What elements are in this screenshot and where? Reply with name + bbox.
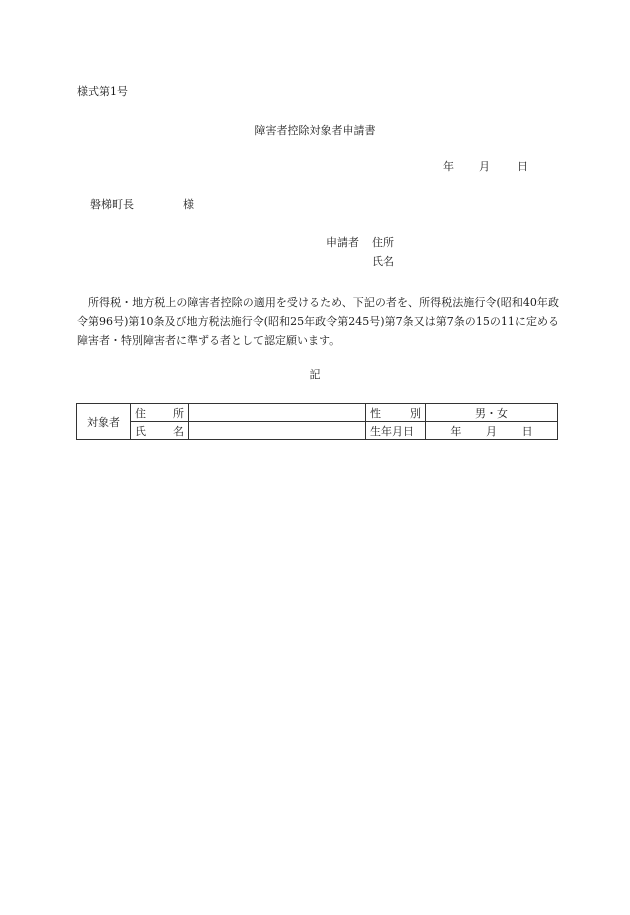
birth-value-cell[interactable] bbox=[426, 422, 558, 440]
addressee-name: 磐梯町長 bbox=[90, 198, 134, 211]
sex-label-char-2: 別 bbox=[410, 406, 421, 420]
date-year: 年 bbox=[443, 160, 454, 173]
applicant-name-label: 氏名 bbox=[372, 255, 394, 268]
form-number: 様式第1号 bbox=[77, 85, 128, 98]
sex-label-char-1: 性 bbox=[370, 406, 381, 420]
applicant-address-label: 住所 bbox=[372, 236, 394, 249]
address-value-cell[interactable] bbox=[189, 404, 366, 422]
date-month: 月 bbox=[479, 160, 490, 173]
applicant-label: 申請者 bbox=[326, 236, 359, 249]
birth-day: 日 bbox=[521, 424, 533, 438]
address-label-char-2: 所 bbox=[173, 406, 184, 420]
addressee bbox=[90, 198, 194, 212]
name-label-char-2: 名 bbox=[173, 424, 184, 438]
birth-label-cell: 生年月日 bbox=[366, 422, 426, 440]
date-line bbox=[443, 160, 528, 174]
subject-table bbox=[76, 403, 558, 440]
sex-label-cell bbox=[366, 404, 426, 422]
request-body-text: 所得税・地方税上の障害者控除の適用を受けるため、下記の者を、所得税法施行令(昭和40年政令第96号)第10条及び地方税法施行令(昭和25年政令第245号)第7条又は第7条の15の11に定める障害者・特別障害者に準ずる者として認定願います。 bbox=[77, 296, 559, 347]
address-label-cell bbox=[131, 404, 189, 422]
name-label-char-1: 氏 bbox=[135, 424, 146, 438]
ki-heading: 記 bbox=[309, 368, 321, 381]
sex-value-cell[interactable]: 男・女 bbox=[426, 404, 558, 422]
addressee-honorific: 様 bbox=[183, 198, 194, 211]
document-title: 障害者控除対象者申請書 bbox=[254, 124, 376, 137]
subject-label-cell: 対象者 bbox=[77, 404, 131, 440]
table-row bbox=[77, 404, 558, 422]
birth-month: 月 bbox=[485, 424, 497, 438]
name-label-cell bbox=[131, 422, 189, 440]
birth-year: 年 bbox=[450, 424, 462, 438]
name-value-cell[interactable] bbox=[189, 422, 366, 440]
table-row bbox=[77, 422, 558, 440]
address-label-char-1: 住 bbox=[135, 406, 146, 420]
date-day: 日 bbox=[517, 160, 528, 173]
